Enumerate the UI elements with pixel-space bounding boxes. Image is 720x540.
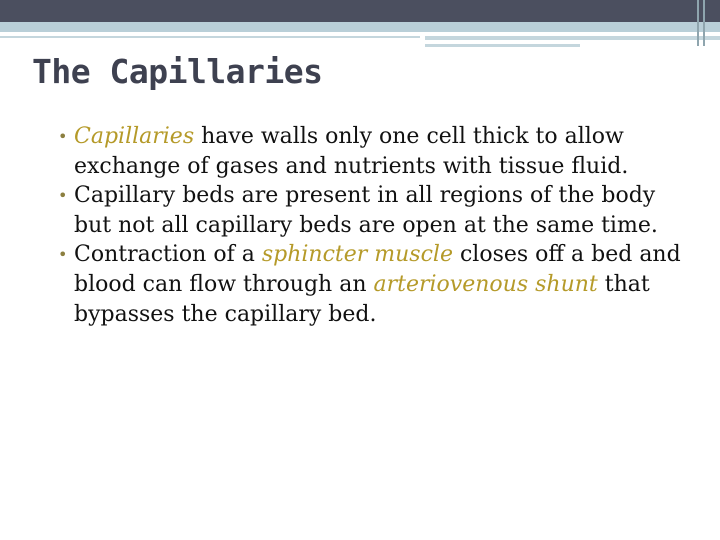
bullet-glyph: • [58,127,68,146]
bullet-text-segment: have walls only one cell thick to allow exchange of gases and nutrients with tissue fluid. [74,124,629,179]
bullet-item [58,122,698,181]
header-rule-3 [425,44,580,47]
bullet-list [58,122,698,329]
header-bar [0,0,720,22]
bullet-text-segment: Capillary beds are present in all regions of the body but not all capillary beds are open at the same time. [74,183,658,238]
header-rule-1 [0,36,420,38]
bullet-text-segment: that bypasses the capillary bed. [74,271,650,327]
header-rule-2 [425,36,720,40]
bullet-text-segment: Capillaries [74,124,195,149]
bullet-item [58,240,698,329]
bullet-glyph: • [58,186,68,206]
header-divider-2 [703,0,705,46]
bullet-text-segment: Contraction of a [74,242,262,268]
bullet-glyph: • [58,245,68,265]
bullet-text-segment: sphincter muscle [261,242,453,268]
slide-title: The Capillaries [32,52,323,91]
header-divider-1 [697,0,699,46]
header-accent-band [0,22,720,32]
bullet-text-segment: closes off a bed and blood can flow through an [74,242,681,297]
bullet-item [58,181,698,240]
bullet-text-segment: arteriovenous shunt [373,271,598,297]
